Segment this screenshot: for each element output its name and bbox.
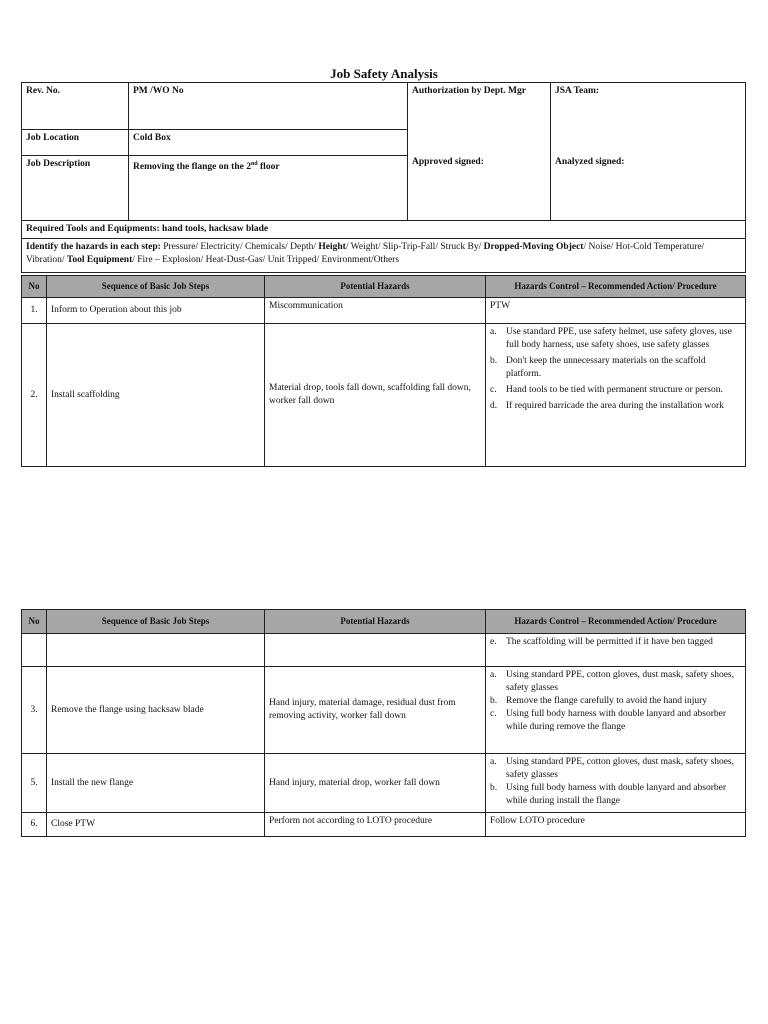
- identify-hazards: Identify the hazards in each step: Pressure/ Electricity/ Chemicals/ Depth/ Height/ Weight/ Slip-Trip-Fall/ Struck By/ Dropped-Moving Object/ Noise/ Hot-Cold Temperature/ Vibration/ Tool Equipment/ Fire – Explosion/ Heat-Dust-Gas/ Unit Tripped/ Environment/Others: [22, 239, 746, 273]
- control-item: b. Remove the flange carefully to avoid the hand injury: [490, 696, 708, 706]
- job-location-label: Job Location: [22, 130, 129, 156]
- control-item: a. Using standard PPE, cotton gloves, dust mask, safety shoes, safety glasses: [490, 757, 734, 780]
- row-hazard: Material drop, tools fall down, scaffolding fall down, worker fall down: [265, 324, 486, 467]
- job-location-value: Cold Box: [129, 130, 408, 156]
- col-steps: Sequence of Basic Job Steps: [47, 610, 265, 634]
- row-control: [486, 754, 746, 813]
- control-item: c. Hand tools to be tied with permanent structure or person.: [490, 385, 723, 395]
- control-item: e. The scaffolding will be permitted if it have ben tagged: [490, 637, 713, 647]
- table-row: [22, 754, 746, 813]
- required-tools: Required Tools and Equipments: hand tools, hacksaw blade: [22, 221, 746, 239]
- row-step: Install scaffolding: [47, 324, 265, 467]
- rev-no-label: Rev. No.: [22, 83, 129, 130]
- job-steps-table-1: [21, 275, 746, 467]
- pm-wo-label: PM /WO No: [129, 83, 408, 130]
- row-hazard: Hand injury, material damage, residual dust from removing activity, worker fall down: [265, 667, 486, 754]
- row-step: Remove the flange using hacksaw blade: [47, 667, 265, 754]
- row-no: 1.: [22, 298, 47, 324]
- row-hazard: Hand injury, material drop, worker fall down: [265, 754, 486, 813]
- control-item: c. Using full body harness with double lanyard and absorber while during remove the flange: [490, 709, 727, 732]
- row-hazard: Perform not according to LOTO procedure: [265, 813, 486, 837]
- row-no: 3.: [22, 667, 47, 754]
- row-hazard: [265, 634, 486, 667]
- authorization-label: Authorization by Dept. Mgr: [412, 86, 526, 96]
- row-step: Install the new flange: [47, 754, 265, 813]
- control-item: b. Using full body harness with double lanyard and absorber while during install the flange: [490, 783, 727, 806]
- authorization-cell: [408, 83, 551, 221]
- row-hazard: Miscommunication: [265, 298, 486, 324]
- approved-label: Approved signed:: [412, 157, 484, 167]
- control-item: b. Don't keep the unnecessary materials on the scaffold platform.: [490, 356, 706, 379]
- row-step: Close PTW: [47, 813, 265, 837]
- col-no: No: [22, 610, 47, 634]
- control-item: a. Using standard PPE, cotton gloves, dust mask, safety shoes, safety glasses: [490, 670, 734, 693]
- table-row: [22, 324, 746, 467]
- table-row: [22, 813, 746, 837]
- row-no: 6.: [22, 813, 47, 837]
- jsa-team-label: JSA Team:: [555, 86, 600, 96]
- col-steps: Sequence of Basic Job Steps: [47, 276, 265, 298]
- control-item: a. Use standard PPE, use safety helmet, use safety gloves, use full body harness, use safety shoes, use safety glasses: [490, 327, 732, 350]
- row-no: [22, 634, 47, 667]
- row-step: Inform to Operation about this job: [47, 298, 265, 324]
- col-control: Hazards Control – Recommended Action/ Procedure: [486, 276, 746, 298]
- table-row: [22, 634, 746, 667]
- col-control: Hazards Control – Recommended Action/ Procedure: [486, 610, 746, 634]
- page-title: Job Safety Analysis: [330, 66, 438, 81]
- row-control: Follow LOTO procedure: [486, 813, 746, 837]
- row-step: [47, 634, 265, 667]
- jsa-team-cell: [551, 83, 746, 221]
- row-control: PTW: [486, 298, 746, 324]
- table-row: [22, 667, 746, 754]
- col-hazards: Potential Hazards: [265, 276, 486, 298]
- col-hazards: Potential Hazards: [265, 610, 486, 634]
- jsa-header-table: [21, 82, 746, 273]
- control-item: d. If required barricade the area during the installation work: [490, 401, 724, 411]
- analyzed-label: Analyzed signed:: [555, 157, 625, 167]
- job-steps-table-2: [21, 609, 746, 837]
- job-description-label: Job Description: [22, 156, 129, 221]
- col-no: No: [22, 276, 47, 298]
- row-control: [486, 667, 746, 754]
- row-control: [486, 634, 746, 667]
- row-no: 5.: [22, 754, 47, 813]
- row-control: [486, 324, 746, 467]
- table-row: [22, 298, 746, 324]
- job-description-value: Removing the flange on the 2nd floor: [129, 156, 408, 221]
- row-no: 2.: [22, 324, 47, 467]
